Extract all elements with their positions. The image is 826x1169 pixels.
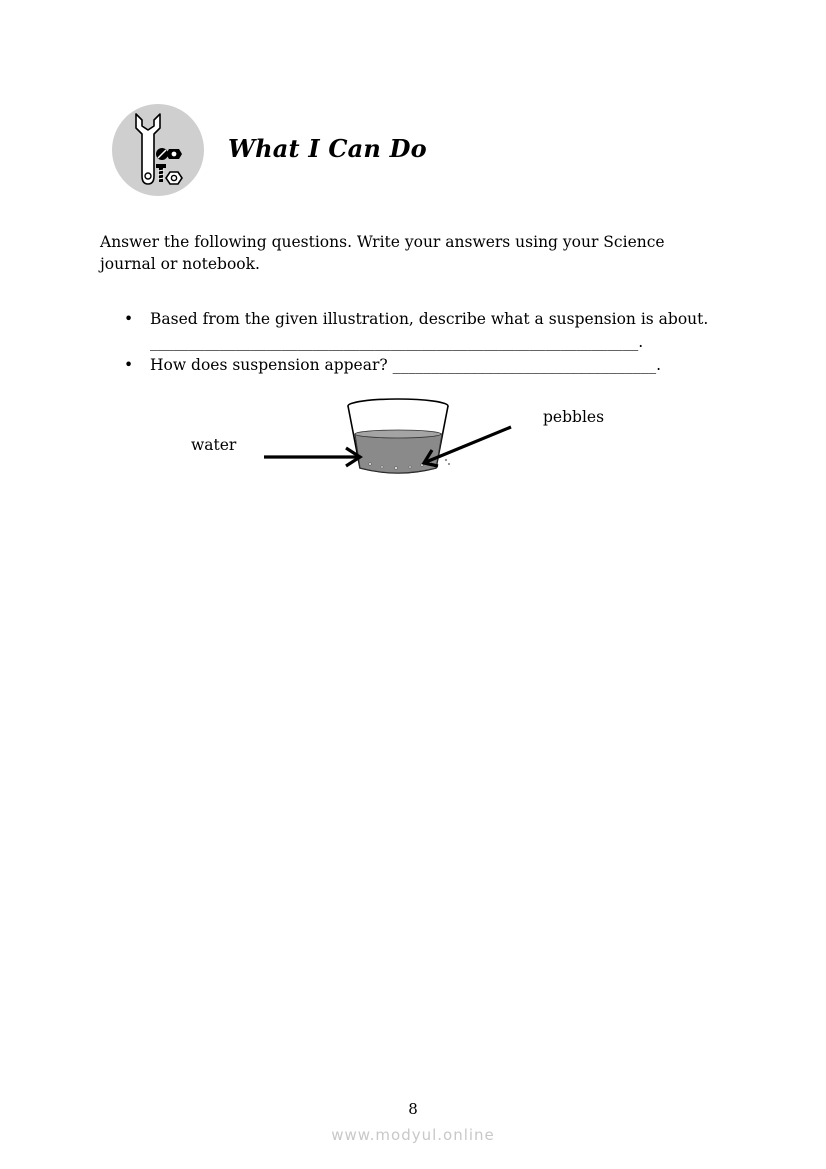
- instructions-text: Answer the following questions. Write your answers using your Science journal or notebook.: [100, 233, 665, 273]
- section-title: What I Can Do: [228, 134, 427, 163]
- page-number: 8: [408, 1100, 418, 1118]
- bullet-icon: •: [124, 356, 134, 374]
- suspension-illustration: [170, 390, 630, 490]
- water-label: water: [191, 436, 237, 454]
- answer-line: _______________________________________________________________.: [150, 333, 644, 351]
- question-text: How does suspension appear?: [150, 356, 393, 374]
- pebbles-label: pebbles: [543, 408, 605, 426]
- answer-line: __________________________________.: [392, 356, 662, 374]
- question-list: [124, 308, 744, 377]
- wrench-bolts-icon: [112, 104, 204, 196]
- list-item: [124, 354, 744, 377]
- question-text: Based from the given illustration, describe what a suspension is about.: [150, 310, 709, 328]
- glass-of-water-illustration: [170, 390, 630, 490]
- watermark: www.modyul.online: [331, 1126, 495, 1144]
- bullet-icon: •: [124, 310, 134, 328]
- list-item: [124, 308, 744, 354]
